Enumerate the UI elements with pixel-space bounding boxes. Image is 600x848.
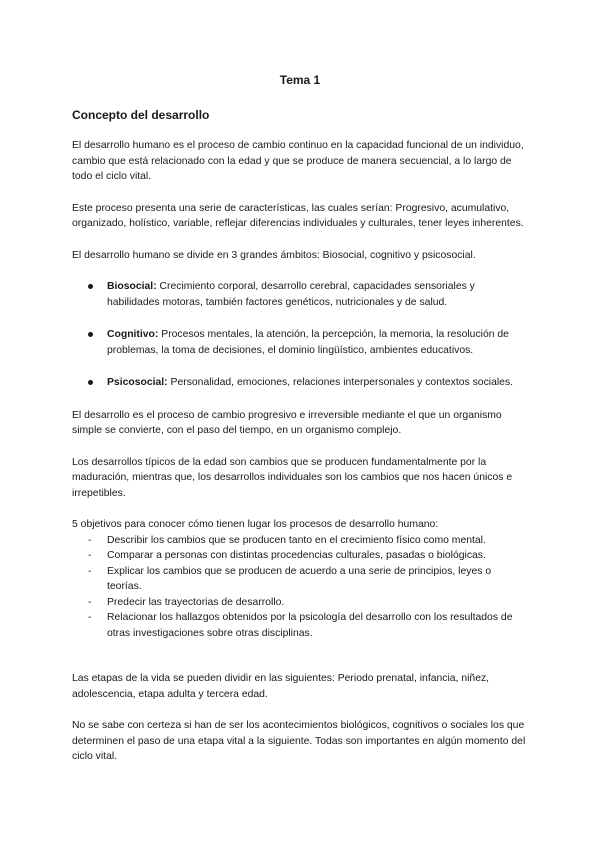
paragraph-life-stages: Las etapas de la vida se pueden dividir en las siguientes: Periodo prenatal, infancia, niñez, adolescencia, etapa adulta y tercera edad. — [72, 673, 490, 700]
list-item-text: Comparar a personas con distintas procedencias culturales, pasadas o biológicas. — [107, 550, 486, 561]
paragraph-stage-transition: No se sabe con certeza si han de ser los acontecimientos biológicos, cognitivos o sociales los que determinen el paso de una etapa vital a la siguiente. Todas son importantes en algún momento del ciclo vital. — [72, 720, 526, 762]
objectives-list — [72, 533, 528, 642]
list-item — [86, 548, 528, 564]
list-item — [86, 610, 528, 641]
objectives-intro: 5 objetivos para conocer cómo tienen lugar los procesos de desarrollo humano: — [72, 519, 439, 530]
list-item-term: Psicosocial: — [107, 377, 168, 388]
list-item-term: Cognitivo: — [107, 329, 159, 340]
list-item-text: Explicar los cambios que se producen de acuerdo a una serie de principios, leyes o teorías. — [107, 565, 492, 592]
page-title: Tema 1 — [279, 73, 321, 87]
paragraph-definition: El desarrollo humano es el proceso de cambio continuo en la capacidad funcional de un individuo, cambio que está relacionado con la edad y que se produce de manera secuencial, a lo largo de todo el ciclo vital. — [72, 140, 524, 182]
bullet-icon — [88, 380, 93, 385]
paragraph-characteristics: Este proceso presenta una serie de características, las cuales serían: Progresivo, acumulativo, organizado, holístico, variable, reflejar diferencias individuales y culturales, tener leyes inherentes. — [72, 202, 524, 229]
dash-icon: - — [88, 596, 92, 608]
list-item-text: Crecimiento corporal, desarrollo cerebral, capacidades sensoriales y habilidades motoras, también factores genéticos, nutricionales y de salud. — [107, 281, 475, 308]
dash-icon: - — [88, 565, 92, 577]
list-item-text: Personalidad, emociones, relaciones interpersonales y contextos sociales. — [167, 377, 514, 388]
paragraph-process: El desarrollo es el proceso de cambio progresivo e irreversible mediante el que un organismo simple se convierte, con el paso del tiempo, en un organismo complejo. — [72, 409, 502, 436]
paragraph-typical-changes: Los desarrollos típicos de la edad son cambios que se producen fundamentalmente por la maduración, mientras que, los desarrollos individuales son los cambios que nos hacen únicos e irrepetibles. — [72, 456, 513, 499]
list-item-text: Relacionar los hallazgos obtenidos por la psicología del desarrollo con los resultados de otras investigaciones sobre otras disciplinas. — [107, 612, 513, 639]
bullet-icon — [88, 332, 93, 337]
dash-icon: - — [88, 612, 92, 623]
dash-icon: - — [88, 550, 92, 561]
list-item-text: Procesos mentales, la atención, la percepción, la memoria, la resolución de problemas, la toma de decisiones, el dominio lingüístico, ambientes educativos. — [107, 329, 509, 356]
paragraph-domains: El desarrollo humano se divide en 3 grandes ámbitos: Biosocial, cognitivo y psicosocial. — [72, 249, 476, 261]
section-heading: Concepto del desarrollo — [72, 108, 210, 122]
dash-icon: - — [88, 534, 92, 546]
bullet-icon — [88, 284, 93, 289]
list-item — [86, 595, 528, 611]
list-item — [86, 375, 528, 391]
list-item — [86, 533, 528, 549]
list-item-term: Biosocial: — [107, 281, 157, 292]
domains-list — [72, 279, 528, 391]
list-item-text: Predecir las trayectorias de desarrollo. — [107, 596, 285, 608]
list-item — [86, 279, 528, 310]
list-item — [86, 327, 528, 358]
list-item — [86, 564, 528, 595]
list-item-text: Describir los cambios que se producen tanto en el crecimiento físico como mental. — [107, 534, 486, 546]
